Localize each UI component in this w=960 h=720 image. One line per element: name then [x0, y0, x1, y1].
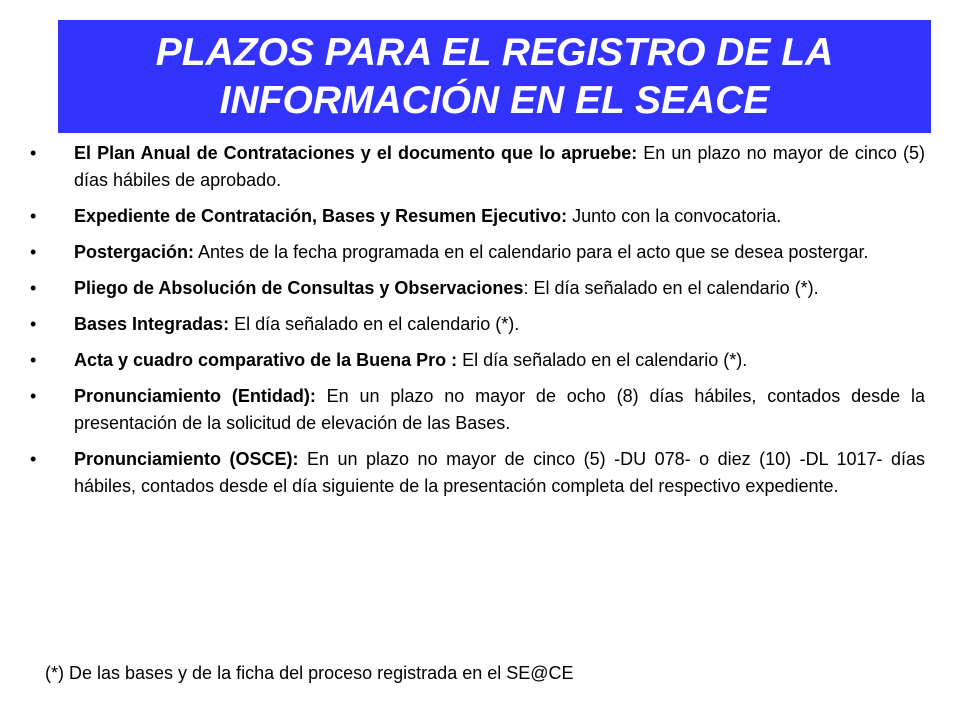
item-text: : El día señalado en el calendario (*).: [523, 278, 819, 298]
item-label: Pronunciamiento (Entidad):: [74, 386, 316, 406]
item-text: Junto con la convocatoria.: [567, 206, 782, 226]
list-item: [30, 275, 925, 302]
bullet-icon: •: [30, 386, 37, 406]
bullet-icon: •: [30, 242, 37, 262]
item-text: En un plazo no mayor de ocho (8) días hábiles, contados desde la presentación de la solicitud de elevación de las Bases.: [74, 386, 925, 433]
item-label: Bases Integradas:: [74, 314, 230, 334]
list-item: [30, 347, 925, 374]
list-item: [30, 140, 925, 194]
bullet-icon: •: [30, 314, 37, 334]
bullet-icon: •: [30, 449, 37, 469]
list-item: [30, 203, 925, 230]
list-item: [30, 446, 925, 500]
item-label: Pliego de Absolución de Consultas y Observaciones: [74, 278, 524, 298]
item-label: Acta y cuadro comparativo de la Buena Pro :: [74, 350, 458, 370]
bullet-icon: •: [30, 350, 37, 370]
list-item: [30, 311, 925, 338]
bullet-icon: •: [30, 206, 37, 226]
item-label: Pronunciamiento (OSCE):: [74, 449, 299, 469]
item-text: El día señalado en el calendario (*).: [457, 350, 748, 370]
item-label: Postergación:: [74, 242, 195, 262]
title-line-1: PLAZOS PARA EL REGISTRO DE LA: [155, 30, 834, 74]
title-line-2: INFORMACIÓN EN EL SEACE: [219, 78, 770, 122]
item-text: En un plazo no mayor de cinco (5) -DU 078- o diez (10) -DL 1017- días hábiles, contados desde el día siguiente de la presentación completa del respectivo expediente.: [74, 449, 925, 496]
title-banner: [58, 20, 931, 133]
bullet-icon: •: [30, 143, 37, 163]
item-text: Antes de la fecha programada en el calendario para el acto que se desea postergar.: [194, 242, 869, 262]
list-item: [30, 239, 925, 266]
footnote: (*) De las bases y de la ficha del proceso registrada en el SE@CE: [45, 663, 574, 683]
bullet-icon: •: [30, 278, 37, 298]
item-text: En un plazo no mayor de cinco (5) días hábiles de aprobado.: [74, 143, 925, 190]
deadline-list: [30, 140, 925, 509]
item-text: El día señalado en el calendario (*).: [229, 314, 520, 334]
page-title: [156, 29, 834, 125]
item-label: Expediente de Contratación, Bases y Resumen Ejecutivo:: [74, 206, 568, 226]
list-item: [30, 383, 925, 437]
item-label: El Plan Anual de Contrataciones y el documento que lo apruebe:: [74, 143, 638, 163]
